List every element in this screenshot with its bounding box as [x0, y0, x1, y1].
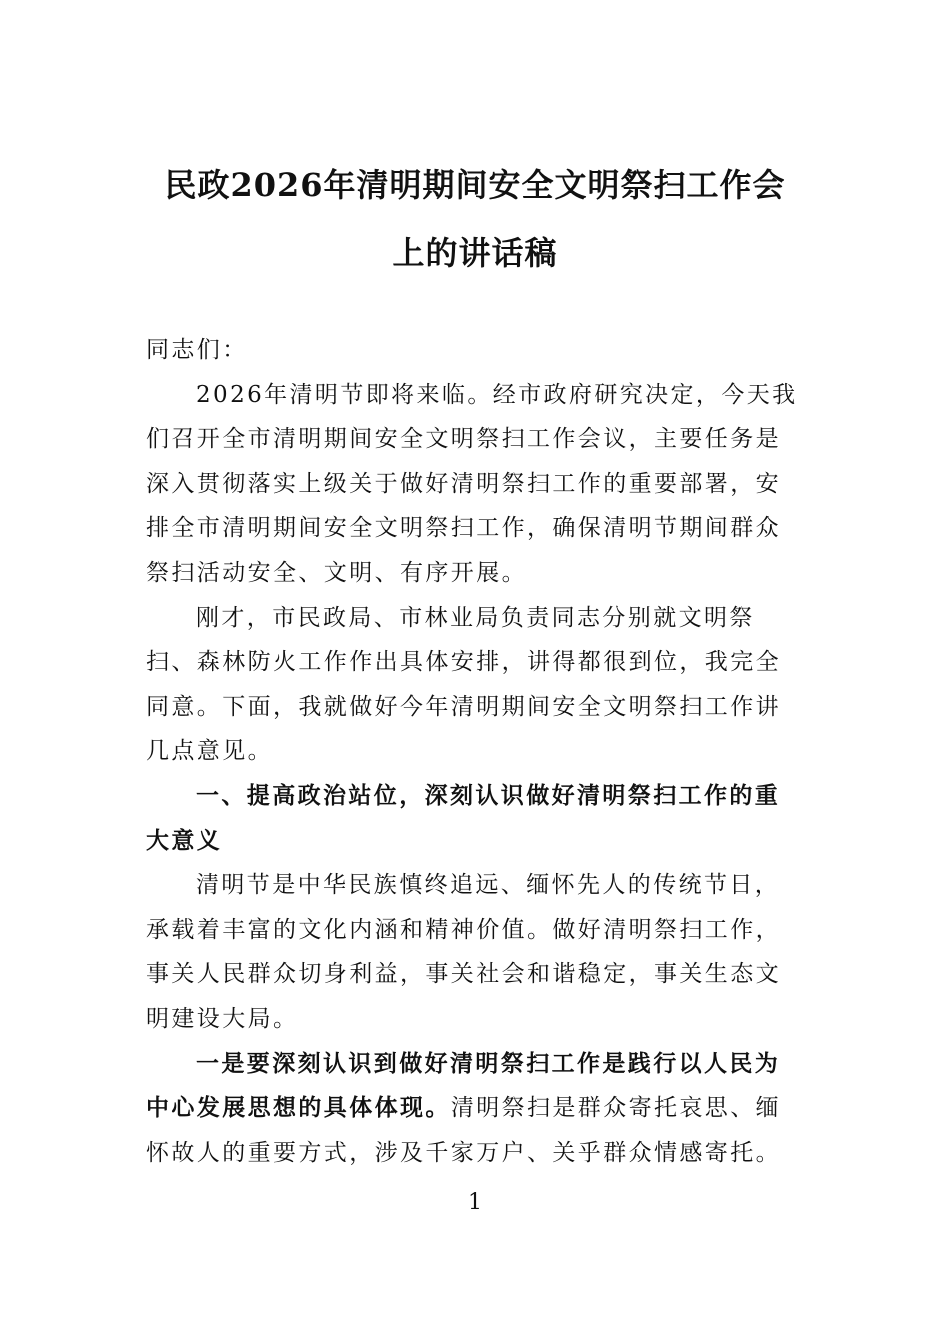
- heading-line: 一、提高政治站位，深刻认识做好清明祭扫工作的重: [196, 782, 781, 809]
- document-body: [146, 328, 798, 1175]
- paragraph-2: [146, 596, 791, 774]
- text-line: 排全市清明期间安全文明祭扫工作，确保清明节期间群众: [146, 515, 781, 542]
- document-title-line-2: 上的讲话稿: [392, 234, 558, 272]
- document-title-line-1: 民政2026年清明期间安全文明祭扫工作会: [164, 166, 786, 204]
- salutation: 同志们：: [146, 337, 248, 363]
- text-line: 深入贯彻落实上级关于做好清明祭扫工作的重要部署，安: [146, 470, 781, 497]
- text-span: 清明祭扫是群众寄托哀思、缅: [450, 1095, 782, 1122]
- bold-lead: 中心发展思想的具体体现。: [146, 1094, 451, 1122]
- paragraph-3: [146, 863, 791, 1041]
- text-line: 祭扫活动安全、文明、有序开展。: [146, 559, 527, 586]
- text-line: 们召开全市清明期间安全文明祭扫工作会议，主要任务是: [146, 426, 781, 453]
- text-line: 清明节是中华民族慎终追远、缅怀先人的传统节日，: [196, 872, 781, 899]
- text-line: 同意。下面，我就做好今年清明期间安全文明祭扫工作讲: [146, 693, 781, 720]
- paragraph-1: [146, 373, 798, 596]
- text-line: 承载着丰富的文化内涵和精神价值。做好清明祭扫工作，: [146, 916, 781, 943]
- text-line: 事关人民群众切身利益，事关社会和谐稳定，事关生态文: [146, 961, 781, 988]
- heading-line: 大意义: [146, 827, 223, 854]
- text-line: 刚才，市民政局、市林业局负责同志分别就文明祭: [196, 604, 755, 631]
- text-line: 2026年清明节即将来临。经市政府研究决定，今天我: [196, 381, 798, 408]
- text-line: 几点意见。: [146, 738, 273, 765]
- text-line: 怀故人的重要方式，涉及千家万户、关乎群众情感寄托。: [146, 1139, 781, 1166]
- page-number: 1: [468, 1190, 482, 1215]
- paragraph-4: [146, 1042, 791, 1176]
- section-heading-1: [146, 774, 791, 863]
- text-line: 一是要深刻认识到做好清明祭扫工作是践行以人民为: [196, 1049, 781, 1077]
- text-line: 明建设大局。: [146, 1005, 299, 1032]
- text-line: 扫、森林防火工作作出具体安排，讲得都很到位，我完全: [146, 649, 781, 676]
